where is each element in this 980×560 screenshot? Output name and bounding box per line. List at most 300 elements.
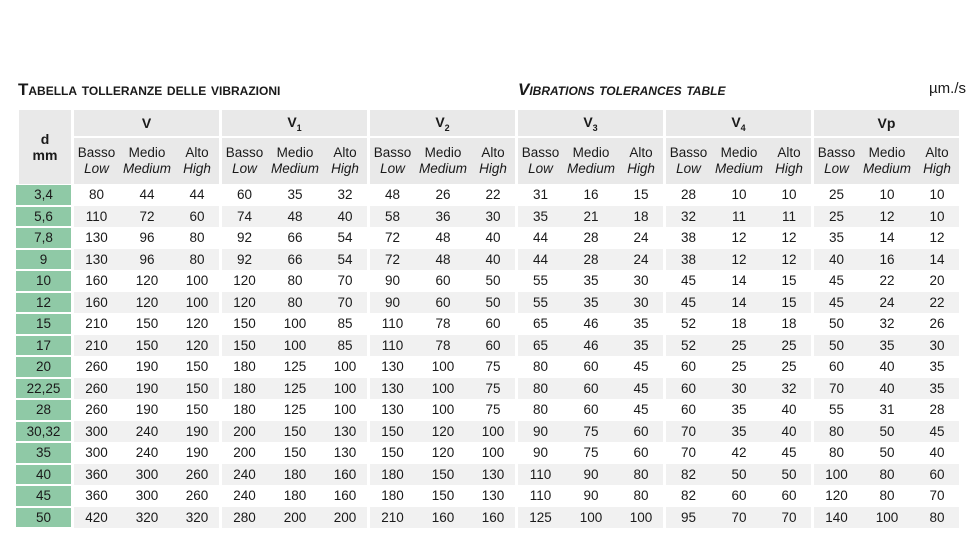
value-cell: 66 [287, 230, 303, 246]
value-cell: 12 [781, 230, 797, 246]
value-cell: 60 [471, 335, 515, 357]
value-cell: 300 [135, 488, 159, 504]
group-header-label: V [731, 113, 741, 130]
value-cell: 200 [267, 507, 323, 529]
value-cell: 190 [175, 421, 219, 443]
value-cell: 44 [515, 249, 563, 271]
value-cell: 80 [189, 230, 205, 246]
table-row [16, 313, 959, 335]
value-cell: 45 [915, 421, 959, 443]
value-cell: 21 [563, 206, 619, 228]
value-cell: 125 [267, 378, 323, 400]
value-cell: 16 [583, 187, 599, 203]
value-cell: 95 [663, 507, 711, 529]
value-cell: 180 [267, 464, 323, 486]
group-header-label: V [141, 115, 152, 131]
value-cell: 15 [767, 292, 811, 314]
sub-header-english: High [331, 161, 359, 176]
sub-header-italian: Alto [925, 145, 949, 160]
value-cell: 100 [333, 359, 357, 375]
value-cell: 100 [619, 507, 663, 529]
value-cell: 60 [583, 359, 599, 375]
value-cell: 200 [323, 507, 367, 529]
unit-label: µm./s [929, 80, 966, 97]
diameter-cell: 50 [16, 507, 71, 529]
value-cell: 120 [431, 445, 455, 461]
value-cell: 125 [283, 402, 307, 418]
table-row [16, 507, 959, 529]
value-cell: 10 [915, 206, 959, 228]
sub-header-english: Medium [862, 161, 911, 176]
table-row [16, 206, 959, 228]
value-cell: 130 [367, 356, 415, 378]
diameter-cell: 15 [16, 313, 71, 335]
value-cell: 20 [929, 273, 945, 289]
value-cell: 60 [485, 316, 501, 332]
sub-header-english: Low [232, 161, 257, 176]
value-cell: 30 [915, 335, 959, 357]
value-cell: 35 [619, 335, 663, 357]
value-cell: 90 [367, 270, 415, 292]
table-row [16, 464, 959, 486]
value-cell: 260 [71, 378, 119, 400]
value-cell: 15 [781, 273, 797, 289]
value-cell: 60 [619, 421, 663, 443]
diameter-cell: 12 [16, 292, 71, 314]
value-cell: 160 [323, 464, 367, 486]
value-cell: 110 [367, 313, 415, 335]
value-cell: 25 [781, 359, 797, 375]
value-cell: 240 [135, 445, 159, 461]
value-cell: 50 [471, 292, 515, 314]
value-cell: 120 [135, 273, 159, 289]
value-cell: 14 [915, 249, 959, 271]
diameter-cell: 5,6 [16, 206, 71, 228]
value-cell: 160 [471, 507, 515, 529]
group-header [663, 110, 811, 136]
value-cell: 28 [929, 402, 945, 418]
diameter-cell: 10 [16, 270, 71, 292]
value-cell: 190 [135, 402, 159, 418]
value-cell: 210 [71, 335, 119, 357]
sub-header-italian: Basso [373, 145, 412, 160]
value-cell: 260 [71, 356, 119, 378]
value-cell: 25 [731, 359, 747, 375]
value-cell: 36 [415, 206, 471, 228]
value-cell: 54 [323, 249, 367, 271]
table-row [16, 249, 959, 271]
value-cell: 35 [515, 206, 563, 228]
table-row [16, 399, 959, 421]
value-cell: 52 [663, 313, 711, 335]
diameter-cell: 3,4 [16, 184, 71, 206]
group-header-subscript: 4 [740, 122, 746, 133]
value-cell: 50 [811, 313, 859, 335]
value-cell: 30 [633, 273, 649, 289]
value-cell: 80 [915, 507, 959, 529]
value-cell: 30 [619, 292, 663, 314]
value-cell: 80 [175, 249, 219, 271]
value-cell: 60 [583, 402, 599, 418]
value-cell: 150 [219, 313, 267, 335]
value-cell: 54 [337, 230, 353, 246]
value-cell: 35 [583, 273, 599, 289]
value-cell: 72 [367, 249, 415, 271]
value-cell: 22 [879, 273, 895, 289]
value-cell: 300 [119, 464, 175, 486]
value-cell: 14 [879, 230, 895, 246]
value-cell: 70 [929, 488, 945, 504]
value-cell: 40 [471, 249, 515, 271]
value-cell: 50 [711, 464, 767, 486]
value-cell: 100 [471, 421, 515, 443]
value-cell: 240 [119, 421, 175, 443]
value-cell: 60 [415, 292, 471, 314]
value-cell: 40 [929, 445, 945, 461]
table-row [16, 335, 959, 357]
table-row [16, 442, 959, 464]
value-cell: 90 [515, 421, 563, 443]
value-cell: 100 [481, 445, 505, 461]
value-cell: 80 [619, 464, 663, 486]
value-cell: 100 [431, 359, 455, 375]
value-cell: 60 [435, 273, 451, 289]
value-cell: 200 [219, 442, 267, 464]
diameter-cell: 9 [16, 249, 71, 271]
value-cell: 160 [333, 488, 357, 504]
value-cell: 100 [267, 335, 323, 357]
value-cell: 100 [415, 378, 471, 400]
sub-header [323, 136, 367, 184]
sub-header-italian: Alto [629, 145, 653, 160]
value-cell: 48 [367, 184, 415, 206]
value-cell: 48 [415, 249, 471, 271]
sub-header [915, 136, 959, 184]
diameter-cell: 30,32 [16, 421, 71, 443]
vibration-tolerance-table [16, 110, 959, 528]
value-cell: 120 [119, 292, 175, 314]
value-cell: 96 [119, 249, 175, 271]
value-cell: 190 [119, 378, 175, 400]
value-cell: 12 [767, 249, 811, 271]
value-cell: 45 [619, 378, 663, 400]
sub-header-italian: Medio [276, 145, 314, 160]
value-cell: 80 [633, 488, 649, 504]
value-cell: 92 [219, 249, 267, 271]
diameter-cell: 20 [16, 356, 71, 378]
value-cell: 82 [663, 485, 711, 507]
value-cell: 48 [435, 230, 451, 246]
value-cell: 80 [515, 378, 563, 400]
value-cell: 35 [711, 421, 767, 443]
value-cell: 130 [481, 488, 505, 504]
value-cell: 160 [71, 292, 119, 314]
value-cell: 80 [879, 488, 895, 504]
value-cell: 70 [767, 507, 811, 529]
value-cell: 70 [711, 507, 767, 529]
value-cell: 80 [515, 356, 563, 378]
diameter-cell: 40 [16, 464, 71, 486]
sub-header-italian: Medio [128, 145, 166, 160]
value-cell: 150 [175, 378, 219, 400]
value-cell: 130 [367, 378, 415, 400]
sub-header-english: Medium [714, 161, 763, 176]
sub-header-row [16, 136, 959, 184]
sub-header-italian: Basso [77, 145, 116, 160]
value-cell: 75 [471, 378, 515, 400]
value-cell: 35 [859, 335, 915, 357]
value-cell: 48 [267, 206, 323, 228]
value-cell: 120 [185, 316, 209, 332]
value-cell: 45 [811, 270, 859, 292]
value-cell: 28 [583, 230, 599, 246]
value-cell: 78 [415, 335, 471, 357]
sub-header-english: High [627, 161, 655, 176]
sub-header-italian: Basso [521, 145, 560, 160]
value-cell: 32 [879, 316, 895, 332]
value-cell: 90 [515, 442, 563, 464]
value-cell: 130 [367, 399, 415, 421]
table-body [16, 184, 959, 528]
value-cell: 70 [663, 442, 711, 464]
value-cell: 100 [283, 316, 307, 332]
value-cell: 25 [811, 184, 859, 206]
value-cell: 180 [219, 356, 267, 378]
table-row [16, 184, 959, 206]
sub-header [71, 136, 119, 184]
sub-header-italian: Alto [777, 145, 801, 160]
value-cell: 100 [185, 273, 209, 289]
value-cell: 150 [219, 335, 267, 357]
value-cell: 200 [219, 421, 267, 443]
table-row [16, 270, 959, 292]
value-cell: 40 [485, 230, 501, 246]
diameter-symbol: d [40, 131, 50, 147]
value-cell: 260 [175, 464, 219, 486]
value-cell: 110 [367, 335, 415, 357]
value-cell: 150 [431, 488, 455, 504]
value-cell: 180 [219, 399, 267, 421]
value-cell: 40 [879, 359, 895, 375]
sub-header-english: Low [528, 161, 553, 176]
value-cell: 35 [287, 187, 303, 203]
value-cell: 10 [879, 187, 895, 203]
sub-header [563, 136, 619, 184]
value-cell: 130 [333, 445, 357, 461]
table-row [16, 485, 959, 507]
value-cell: 45 [781, 445, 797, 461]
value-cell: 210 [367, 507, 415, 529]
value-cell: 10 [929, 187, 945, 203]
sub-header-italian: Basso [669, 145, 708, 160]
value-cell: 50 [485, 273, 501, 289]
value-cell: 210 [71, 313, 119, 335]
value-cell: 80 [71, 184, 119, 206]
value-cell: 70 [663, 421, 711, 443]
value-cell: 80 [811, 421, 859, 443]
value-cell: 75 [485, 402, 501, 418]
value-cell: 65 [515, 313, 563, 335]
value-cell: 92 [219, 227, 267, 249]
sub-header-english: Low [380, 161, 405, 176]
value-cell: 24 [633, 230, 649, 246]
title-english: Vibrations tolerances table [518, 80, 726, 99]
value-cell: 30 [471, 206, 515, 228]
value-cell: 70 [811, 378, 859, 400]
value-cell: 46 [583, 316, 599, 332]
value-cell: 110 [71, 206, 119, 228]
value-cell: 44 [139, 187, 155, 203]
value-cell: 32 [337, 187, 353, 203]
value-cell: 42 [731, 445, 747, 461]
value-cell: 40 [323, 206, 367, 228]
sub-header [415, 136, 471, 184]
value-cell: 26 [929, 316, 945, 332]
value-cell: 24 [859, 292, 915, 314]
value-cell: 70 [323, 292, 367, 314]
value-cell: 24 [619, 249, 663, 271]
diameter-cell: 45 [16, 485, 71, 507]
value-cell: 50 [811, 335, 859, 357]
value-cell: 50 [859, 421, 915, 443]
value-cell: 100 [431, 402, 455, 418]
value-cell: 46 [563, 335, 619, 357]
value-cell: 80 [515, 399, 563, 421]
sub-header-english: High [183, 161, 211, 176]
value-cell: 38 [663, 249, 711, 271]
value-cell: 26 [435, 187, 451, 203]
value-cell: 35 [811, 227, 859, 249]
value-cell: 16 [859, 249, 915, 271]
value-cell: 60 [663, 378, 711, 400]
value-cell: 60 [219, 184, 267, 206]
value-cell: 45 [663, 270, 711, 292]
value-cell: 240 [219, 464, 267, 486]
value-cell: 100 [859, 507, 915, 529]
value-cell: 180 [219, 378, 267, 400]
sub-header [175, 136, 219, 184]
value-cell: 18 [781, 316, 797, 332]
value-cell: 35 [731, 402, 747, 418]
table-header [16, 110, 959, 184]
sub-header-english: Medium [418, 161, 467, 176]
value-cell: 160 [415, 507, 471, 529]
value-cell: 90 [367, 292, 415, 314]
value-cell: 300 [71, 421, 119, 443]
value-cell: 22 [915, 292, 959, 314]
sub-header-italian: Basso [225, 145, 264, 160]
value-cell: 35 [563, 292, 619, 314]
value-cell: 120 [175, 335, 219, 357]
value-cell: 18 [619, 206, 663, 228]
sub-header [619, 136, 663, 184]
value-cell: 11 [711, 206, 767, 228]
value-cell: 55 [515, 270, 563, 292]
value-cell: 130 [323, 421, 367, 443]
value-cell: 60 [663, 356, 711, 378]
value-cell: 15 [633, 187, 649, 203]
diameter-header [16, 110, 71, 184]
value-cell: 80 [811, 442, 859, 464]
value-cell: 100 [333, 402, 357, 418]
value-cell: 35 [929, 359, 945, 375]
value-cell: 85 [323, 335, 367, 357]
value-cell: 66 [267, 249, 323, 271]
value-cell: 14 [711, 292, 767, 314]
value-cell: 45 [633, 402, 649, 418]
value-cell: 320 [119, 507, 175, 529]
value-cell: 50 [767, 464, 811, 486]
value-cell: 75 [563, 421, 619, 443]
value-cell: 12 [731, 230, 747, 246]
sub-header-english: Medium [270, 161, 319, 176]
value-cell: 125 [515, 507, 563, 529]
value-cell: 25 [767, 335, 811, 357]
value-cell: 60 [633, 445, 649, 461]
diameter-cell: 28 [16, 399, 71, 421]
value-cell: 40 [781, 402, 797, 418]
value-cell: 75 [485, 359, 501, 375]
value-cell: 100 [563, 507, 619, 529]
sub-header [219, 136, 267, 184]
value-cell: 72 [119, 206, 175, 228]
value-cell: 55 [811, 399, 859, 421]
value-cell: 12 [711, 249, 767, 271]
sub-header-english: Low [84, 161, 109, 176]
value-cell: 60 [811, 356, 859, 378]
title-italian: Tabella tolleranze delle vibrazioni [18, 80, 281, 99]
value-cell: 60 [175, 206, 219, 228]
value-cell: 100 [323, 378, 367, 400]
diameter-cell: 17 [16, 335, 71, 357]
value-cell: 110 [515, 464, 563, 486]
value-cell: 360 [71, 464, 119, 486]
value-cell: 52 [663, 335, 711, 357]
sub-header-italian: Basso [817, 145, 856, 160]
sub-header [711, 136, 767, 184]
value-cell: 130 [71, 227, 119, 249]
sub-header-italian: Medio [572, 145, 610, 160]
value-cell: 100 [811, 464, 859, 486]
table-row [16, 421, 959, 443]
value-cell: 150 [283, 445, 307, 461]
sub-header [663, 136, 711, 184]
value-cell: 125 [283, 359, 307, 375]
value-cell: 60 [915, 464, 959, 486]
value-cell: 28 [563, 249, 619, 271]
sub-header-english: Low [676, 161, 701, 176]
value-cell: 72 [367, 227, 415, 249]
sub-header [119, 136, 175, 184]
value-cell: 74 [219, 206, 267, 228]
value-cell: 150 [415, 464, 471, 486]
value-cell: 11 [767, 206, 811, 228]
value-cell: 22 [485, 187, 501, 203]
group-header [367, 110, 515, 136]
value-cell: 150 [185, 359, 209, 375]
value-cell: 78 [435, 316, 451, 332]
sub-header-english: Medium [566, 161, 615, 176]
value-cell: 60 [781, 488, 797, 504]
value-cell: 80 [267, 292, 323, 314]
value-cell: 12 [929, 230, 945, 246]
value-cell: 280 [219, 507, 267, 529]
value-cell: 50 [879, 445, 895, 461]
value-cell: 82 [663, 464, 711, 486]
value-cell: 85 [337, 316, 353, 332]
value-cell: 40 [811, 249, 859, 271]
value-cell: 12 [859, 206, 915, 228]
